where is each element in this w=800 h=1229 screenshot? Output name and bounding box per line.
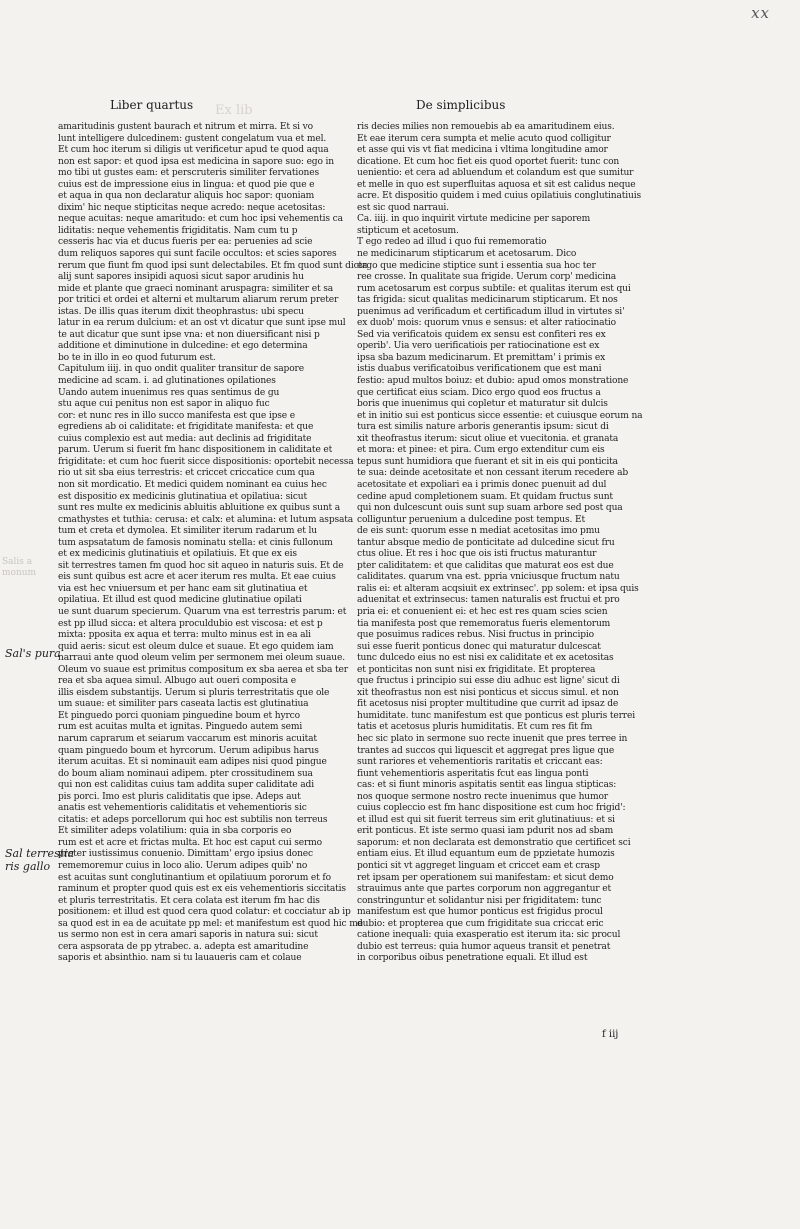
text-line: puenimus ad verificadum et certificadum illud in virtutes si'	[357, 306, 625, 317]
text-line: que fructus i principio sui esse diu adhuc est ligne' sicut di	[357, 676, 620, 687]
text-line: us sermo non est in cera amari saporis in natura sui: sicut	[58, 930, 318, 941]
text-line: opilatiua. Et illud est quod medicine glutinatiue opilati	[58, 595, 302, 606]
text-line: quam pinguedo boum et hyrcorum. Uerum adipibus harus	[58, 745, 319, 756]
text-line: cuius complexio est aut media: aut declinis ad frigiditate	[58, 433, 312, 444]
text-line: boris que inuenimus qui copletur et maturatur sit dulcis	[357, 399, 608, 410]
text-line: et pluris terrestritatis. Et cera colata est iterum fm hac dis	[58, 895, 320, 906]
folio-number: xx	[751, 4, 770, 22]
text-line: rum est et acre et frictas multa. Et hoc est caput cui sermo	[58, 837, 322, 848]
text-line: additione et diminutione in dulcedine: et ego determina	[58, 341, 308, 352]
text-line: Oleum vo suaue est primitus compositum ex sba aerea et sba ter	[58, 664, 348, 675]
text-line: que certificat eius sciam. Dico ergo quod eos fructus a	[357, 387, 601, 398]
text-line: caliditates. quarum vna est. ppria vniciusque fructum natu	[357, 572, 620, 583]
running-head-right: De simplicibus	[416, 98, 506, 112]
text-line: dubio est terreus: quia humor aqueus transit et penetrat	[357, 941, 611, 952]
text-line: est pp illud sicca: et altera proculdubio est viscosa: et est p	[58, 618, 323, 629]
left-text-column	[58, 122, 368, 965]
text-line: tatis et acetosus pluris humiditatis. Et cum res fit fm	[357, 722, 593, 733]
text-line: citatis: et adeps porcellorum qui hoc est subtilis non terreus	[58, 814, 328, 825]
text-line: et aqua in qua non declaratur aliquis hoc sapor: quoniam	[58, 191, 315, 202]
text-line: bo te in illo in eo quod futurum est.	[58, 352, 216, 363]
text-line: pontici sit vt aggreget linguam et criccet eam et crasp	[357, 861, 600, 871]
text-line: cmathystes et tuthia: cerusa: et calx: et alumina: et lutum aspsata	[58, 514, 354, 525]
text-line: constringuntur et solidantur nisi per frigiditatem: tunc	[357, 895, 602, 906]
text-line: rio ut sit sba eius terrestris: et criccet criccatice cum qua	[58, 468, 315, 479]
text-line: egrediens ab oi caliditate: et frigiditate manifesta: et que	[58, 422, 314, 433]
text-line: preter iustissimus conuenio. Dimittam' ergo ipsius donec	[58, 849, 313, 860]
text-line: illis eisdem substantijs. Uerum si pluris terrestritatis que ole	[58, 687, 330, 698]
text-line: est dispositio ex medicinis glutinatiua et opilatiua: sicut	[58, 491, 307, 502]
text-line: liditatis: neque vehementis frigiditatis. Nam cum tu p	[58, 225, 298, 236]
text-line: acetositate et expoliari ea i primis donec puenuit ad dul	[357, 479, 607, 490]
text-line: ctus oliue. Et res i hoc que ois isti fructus maturantur	[357, 549, 597, 560]
text-line: stipticum et acetosum.	[357, 225, 459, 236]
text-line: narum caprarum et seiarum vaccarum est minoris acuitat	[58, 733, 317, 744]
text-line: ris decies milies non remouebis ab ea amaritudinem eius.	[357, 122, 615, 132]
text-line: via est hec vniuersum et per hanc eam sit glutinatiua et	[58, 583, 308, 594]
text-line: mide et plante que graeci nominant aruspagra: similiter et sa	[58, 283, 333, 294]
text-line: sit terrestres tamen fm quod hoc sit aqueo in naturis suis. Et de	[58, 560, 344, 571]
text-line: T ego redeo ad illud i quo fui rememoratio	[357, 237, 547, 248]
text-line: fit acetosus nisi propter multitudine que currit ad ipsaz de	[357, 699, 619, 710]
text-line: Capitulum iiij. in quo ondit qualiter transitur de sapore	[58, 364, 304, 375]
text-line: tepus sunt humidiora que fuerant et sit in eis qui ponticita	[357, 456, 618, 467]
text-line: aduenitat et extrinsecus: tamen naturalis est fructui et pro	[357, 595, 620, 606]
text-line: dixim' hic neque stipticitas neque acredo: neque acetositas:	[58, 202, 326, 213]
text-line: pter caliditatem: et que caliditas que maturat eos est due	[357, 560, 614, 571]
text-line: tura est similis nature arboris generantis ipsum: sicut di	[357, 422, 609, 433]
catchword: f iij	[602, 1029, 619, 1040]
text-line: medicine ad scam. i. ad glutinationes opilationes	[58, 376, 276, 387]
text-line: cedine apud completionem suam. Et quidam fructus sunt	[357, 491, 613, 502]
text-line: Et similiter adeps volatilium: quia in sba corporis eo	[58, 826, 292, 837]
text-line: frigiditate: et cum hoc fuerit sicce dispositionis: oportebit necessa	[58, 456, 354, 467]
text-line: ne medicinarum stipticarum et acetosarum. Dico	[357, 249, 577, 260]
text-line: sui esse fuerit ponticus donec qui maturatur dulcescat	[357, 641, 601, 652]
text-line: rum est acuitas multa et ignitas. Pinguedo autem semi	[58, 722, 303, 733]
text-line: tum et creta et dymolea. Et similiter iterum radarum et lu	[58, 526, 317, 537]
text-line: Uando autem inuenimus res quas sentimus de gu	[58, 387, 280, 398]
text-line: et in initio sui est ponticus sicce essentie: et cuiusque eorum na	[357, 410, 643, 421]
text-line: lunt intelligere dulcedinem: gustent congelatum vua et mel.	[58, 133, 327, 144]
text-line: strauimus ante que partes corporum non aggregantur et	[357, 884, 611, 895]
text-line: ue sunt duarum specierum. Quarum vna est terrestris parum: et	[58, 606, 347, 617]
text-line: tunc dulcedo eius no est nisi ex caliditate et ex acetositas	[357, 653, 614, 664]
text-line: narraui ante quod oleum velim per sermonem mei oleum suaue.	[58, 653, 345, 664]
margin-note-line: ris gallo	[5, 860, 51, 873]
right-text-column	[357, 122, 649, 965]
text-line: qui non dulcescunt ouis sunt sup suam arbore sed post qua	[357, 503, 623, 514]
text-line: anatis est vehementioris caliditatis et vehementioris sic	[58, 803, 307, 814]
text-line: cera aspsorata de pp ytrabec. a. adepta est amaritudine	[58, 941, 309, 952]
text-line: est acuitas sunt conglutinantium et opilatiuum pororum et fo	[58, 872, 331, 883]
text-line: sunt res multe ex medicinis abluitis abluitione ex quibus sunt a	[58, 503, 341, 514]
text-line: fiunt vehementioris asperitatis fcut eas lingua ponti	[357, 768, 589, 779]
text-line: Sed via verificatois quidem ex sensu est confiteri res ex	[357, 329, 606, 340]
text-line: festio: apud multos boiuz: et dubio: apud omos monstratione	[357, 376, 629, 387]
text-line: amaritudinis gustent baurach et nitrum et mirra. Et si vo	[58, 122, 313, 132]
text-line: entiam eius. Et illud equantum eum de ppzietate humozis	[357, 849, 615, 860]
text-line: parum. Uerum si fuerit fm hanc dispositionem in caliditate et	[58, 445, 333, 456]
text-line: ipsa sba bazum medicinarum. Et premittam' i primis ex	[357, 352, 606, 363]
text-line: uenientio: et cera ad abluendum et colandum est que sumitur	[357, 168, 634, 179]
text-line: stu aque cui penitus non est sapor in aliquo fuc	[58, 399, 270, 410]
text-line: et melle in quo est superfluitas aquosa et sit est calidus neque	[357, 179, 636, 190]
text-line: hec sic plato in sermone suo recte inuenit que pres terree in	[357, 733, 628, 744]
text-line: rea et sba aquea simul. Albugo aut oueri composita e	[58, 676, 296, 687]
text-line: Ca. iiij. in quo inquirit virtute medicine per saporem	[357, 214, 591, 225]
text-line: alij sunt sapores insipidi aquosi sicut sapor arudinis hu	[58, 272, 304, 283]
text-line: neque acuitas: neque amaritudo: et cum hoc ipsi vehementis ca	[58, 214, 343, 225]
text-line: mixta: pposita ex aqua et terra: multo minus est in ea ali	[58, 630, 311, 641]
text-line: et asse qui vis vt fiat medicina i vltima longitudine amor	[357, 145, 608, 156]
text-line: saporum: et non declarata est demonstratio que certificet sci	[357, 837, 631, 848]
bleed-through-text: Ex lib	[215, 103, 253, 118]
text-line: Et cum hoc iterum si diligis ut verificetur apud te quod aqua	[58, 145, 329, 156]
text-line: ret ipsam per operationem sui manifestam: et sicut demo	[357, 872, 614, 883]
text-line: erit ponticus. Et iste sermo quasi iam pdurit nos ad sbam	[357, 826, 614, 837]
faded-margin-note	[2, 557, 36, 579]
text-line: rum acetosarum est corpus subtile: et qualitas iterum est qui	[357, 283, 631, 294]
text-line: tantur absque medio de ponticitate ad dulcedine sicut fru	[357, 537, 615, 548]
text-line: qui non est caliditas cuius tam addita super caliditate adi	[58, 780, 314, 791]
text-line: non est sapor: et quod ipsa est medicina in sapore suo: ego in	[58, 156, 335, 167]
text-line: non sit mordicatio. Et medici quidem nominant ea cuius hec	[58, 479, 327, 490]
text-line: te sua: deinde acetositate et non cessant iterum recedere ab	[357, 468, 629, 479]
text-line: sa quod est in ea de acuitate pp mel: et manifestum est quod hic me	[58, 918, 363, 929]
text-line: cesseris hac via et ducus fueris per ea: peruenies ad scie	[58, 237, 313, 248]
text-line: cor: et nunc res in illo succo manifesta est que ipse e	[58, 410, 295, 421]
text-line: est sic quod narraui.	[357, 202, 449, 213]
faded-margin-line: monum	[2, 568, 37, 578]
text-line: do boum aliam nominaui adipem. pter crossitudinem sua	[58, 768, 313, 779]
text-line: istis duabus verificatoibus verificationem que est mani	[357, 364, 602, 375]
text-line: et ex medicinis glutinatiuis et opilatiuis. Et que ex eis	[58, 549, 297, 560]
text-line: Et pinguedo porci quoniam pinguedine boum et hyrco	[58, 710, 300, 721]
running-head-left: Liber quartus	[110, 98, 194, 112]
text-line: mo tibi ut gustes eam: et perscruteris similiter fervationes	[58, 168, 319, 179]
text-line: et mora: et pinee: et pira. Cum ergo extenditur cum eis	[357, 445, 605, 456]
text-line: catione inequali: quia exasperatio est iterum ita: sic procul	[357, 930, 621, 941]
text-line: rerum que fiunt fm quod ipsi sunt delectabiles. Et fm quod sunt dicta	[58, 260, 368, 271]
text-line: pria ei: et conuenient ei: et hec est res quam scies scien	[357, 606, 608, 617]
text-line: trantes ad succos qui liquescit et aggregat pres ligue que	[357, 745, 615, 756]
text-line: tas frigida: sicut qualitas medicinarum stipticarum. Et nos	[357, 295, 618, 306]
margin-note-line: Sal terrestia	[5, 847, 75, 860]
text-line: tia manifesta post que rememoratus fueris elementorum	[357, 618, 611, 629]
text-line: ralis ei: et alteram acqsiuit ex extrinsec'. pp solem: et ipsa quis	[357, 583, 639, 594]
text-line: te aut dicatur que sunt ipse vna: et non diuersificant nisi p	[58, 329, 320, 340]
text-line: dicatione. Et cum hoc fiet eis quod oportet fuerit: tunc con	[357, 156, 620, 167]
text-line: cas: et si fiunt minoris aspitatis sentit eas lingua stipticas:	[357, 780, 617, 791]
text-line: quid aeris: sicut est oleum dulce et suaue. Et ego quidem iam	[58, 641, 334, 652]
text-line: et ponticitas non sunt nisi ex frigiditate. Et propterea	[357, 664, 596, 675]
text-line: ergo que medicine stiptice sunt i essentia sua hoc ter	[357, 260, 596, 271]
text-line: ree crosse. In qualitate sua frigide. Uerum corp' medicina	[357, 272, 617, 283]
text-line: por tritici et ordei et alterni et multarum aliarum rerum preter	[58, 295, 339, 306]
text-line: tum aspsatatum de famosis nominatu stella: et cinis fullonum	[58, 537, 333, 548]
text-line: cuius copleccio est fm hanc dispositione est cum hoc frigid':	[357, 803, 626, 814]
text-line: que posuimus radices rebus. Nisi fructus in principio	[357, 630, 595, 641]
text-line: ex duob' mois: quorum vnus e sensus: et alter ratiocinatio	[357, 318, 616, 329]
margin-note-sal-pura: Sal's pura	[5, 647, 61, 660]
text-line: eis sunt quibus est acre et acer iterum res multa. Et eae cuius	[58, 572, 336, 583]
faded-margin-line: Salis a	[2, 557, 33, 567]
text-line: positionem: et illud est quod cera quod colatur: et cocciatur ab ip	[58, 907, 351, 918]
text-line: latur in ea rerum dulcium: et an ost vt dicatur que sunt ipse mul	[58, 318, 346, 329]
text-line: dubio: et propterea que cum frigiditate sua criccat eric	[357, 918, 604, 929]
text-line: istas. De illis quas iterum dixit theophrastus: ubi specu	[58, 306, 304, 317]
text-line: dum reliquos sapores qui sunt facile occultos: et scies sapores	[58, 249, 337, 260]
text-line: in corporibus oibus penetratione equali. Et illud est	[357, 953, 588, 964]
text-line: nos quoque sermone nostro recte inuenimus que humor	[357, 791, 608, 802]
text-line: rememoremur cuius in loco alio. Uerum adipes quib' no	[58, 861, 308, 871]
text-line: colliguntur peruenium a dulcedine post tempus. Et	[357, 514, 585, 525]
text-line: xit theofrastus iterum: sicut oliue et vuecitonia. et granata	[357, 433, 619, 444]
text-line: et illud est qui sit fuerit terreus sim erit glutinatiuus: et si	[357, 814, 615, 825]
text-line: acre. Et dispositio quidem i med cuius opilatiuis conglutinatiuis	[357, 191, 642, 202]
text-line: xit theofrastus non est nisi ponticus et siccus simul. et non	[357, 687, 619, 698]
text-line: um suaue: et similiter pars caseata lactis est glutinatiua	[58, 699, 309, 710]
text-line: raminum et propter quod quis est ex eis vehementioris siccitatis	[58, 884, 346, 895]
text-line: saporis et absinthio. nam si tu lauaueris cam et colaue	[58, 953, 302, 964]
text-line: de eis sunt: quorum esse n mediat acetositas imo pmu	[357, 526, 600, 537]
text-line: sunt rariores et vehementioris raritatis et criccant eas:	[357, 757, 603, 768]
text-line: iterum acuitas. Et si nominauit eam adipes nisi quod pingue	[58, 757, 327, 768]
text-line: cuius est de impressione eius in lingua: et quod pie que e	[58, 179, 315, 190]
text-line: humiditate. tunc manifestum est que ponticus est pluris terrei	[357, 710, 635, 721]
text-line: operib'. Uia vero uerificatiois per ratiocinatione est ex	[357, 341, 600, 352]
text-line: manifestum est que humor ponticus est frigidus procul	[357, 907, 603, 918]
text-line: pis porci. Imo est pluris caliditatis que ipse. Adeps aut	[58, 791, 301, 802]
text-line: Et eae iterum cera sumpta et melie acuto quod colligitur	[357, 133, 611, 144]
